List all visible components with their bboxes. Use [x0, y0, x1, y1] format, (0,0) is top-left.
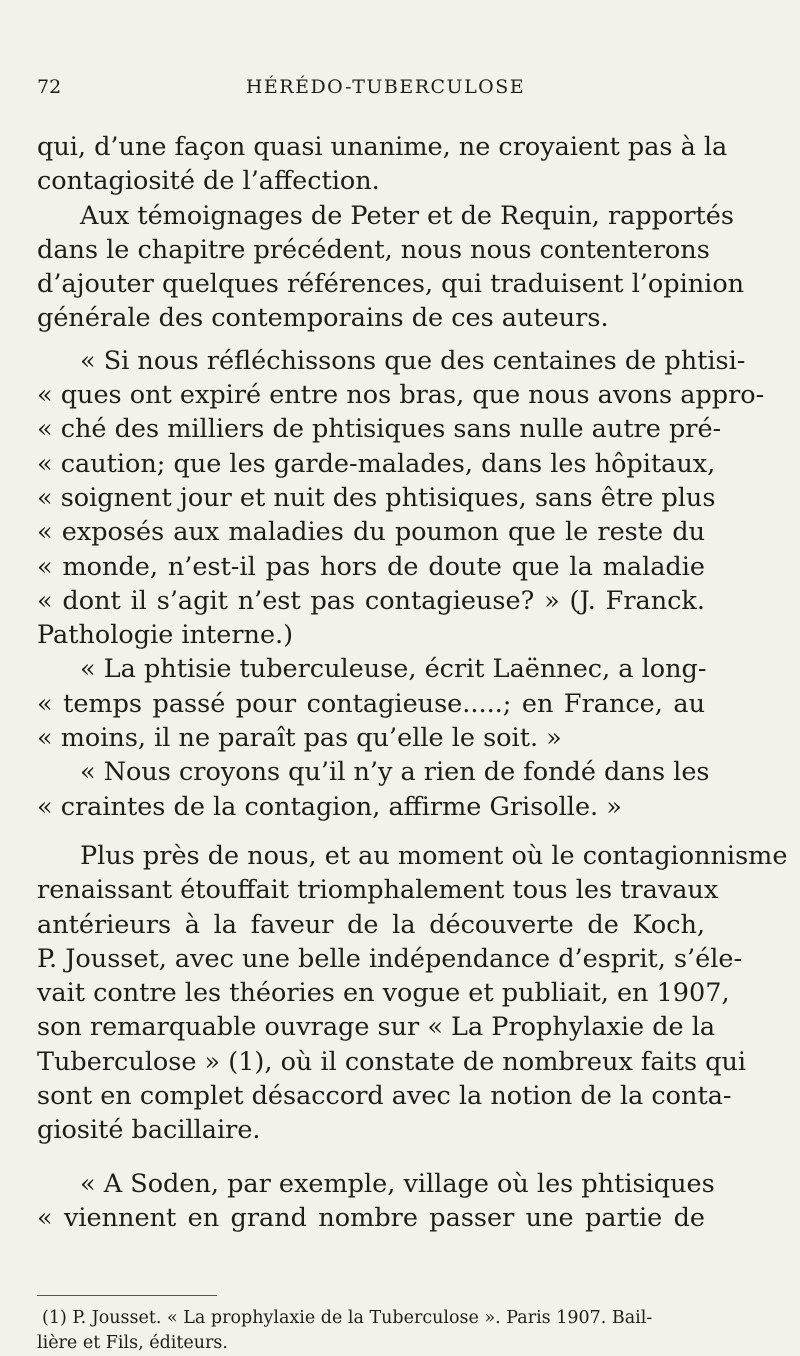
page-header	[37, 76, 704, 106]
quote-line: « Nous croyons qu’il n’y a rien de fondé dans les	[80, 757, 710, 788]
footnote-line: lière et Fils, éditeurs.	[37, 1333, 228, 1353]
running-title: HÉRÉDO-TUBERCULOSE	[245, 76, 526, 98]
quote-line: « craintes de la contagion, affirme Grisolle. »	[37, 791, 622, 822]
quote-line: « soignent jour et nuit des phtisiques, sans être plus	[37, 482, 716, 513]
quote-line: « La phtisie tuberculeuse, écrit Laënnec, a long-	[80, 654, 707, 685]
text-line: P. Jousset, avec une belle indépendance d’esprit, s’éle-	[37, 943, 743, 974]
text-line: sont en complet désaccord avec la notion de la conta-	[37, 1081, 732, 1112]
text-line: générale des contemporains de ces auteurs.	[37, 303, 609, 334]
text-line: renaissant étouffait triomphalement tous les travaux	[37, 875, 719, 906]
text-line: son remarquable ouvrage sur « La Prophylaxie de la	[37, 1012, 716, 1043]
quote-line: « caution; que les garde-malades, dans les hôpitaux,	[37, 448, 716, 479]
text-line: Aux témoignages de Peter et de Requin, rapportés	[80, 200, 734, 231]
text-line: giosité bacillaire.	[37, 1115, 261, 1146]
text-line: qui, d’une façon quasi unanime, ne croyaient pas à la	[37, 132, 728, 162]
quote-line: « monde, n’est-il pas hors de doute que la maladie	[37, 551, 705, 582]
text-line: antérieurs à la faveur de la découverte de Koch,	[37, 909, 705, 940]
quote-line: « ché des milliers de phtisiques sans nulle autre pré-	[37, 414, 722, 445]
quote-line: « moins, il ne paraît pas qu’elle le soit. »	[37, 723, 562, 754]
footnote-line: (1) P. Jousset. « La prophylaxie de la Tuberculose ». Paris 1907. Bail-	[42, 1308, 653, 1328]
text-line: Plus près de nous, et au moment où le contagionnisme	[80, 840, 788, 871]
text-line: contagiosité de l’affection.	[37, 166, 380, 197]
quote-line: « viennent en grand nombre passer une partie de	[37, 1202, 705, 1233]
quote-line: « ques ont expiré entre nos bras, que nous avons appro-	[37, 380, 765, 411]
body-text	[37, 130, 788, 1235]
quote-line: « temps passé pour contagieuse.....; en France, au	[37, 688, 705, 719]
quote-line: Pathologie interne.)	[37, 620, 294, 651]
footnote-rule	[37, 1295, 217, 1296]
quote-line: « Si nous réfléchissons que des centaines de phtisi-	[80, 345, 746, 376]
page-number: 72	[37, 76, 62, 98]
text-line: dans le chapitre précédent, nous nous contenterons	[37, 234, 710, 265]
text-line: vait contre les théories en vogue et publiait, en 1907,	[37, 978, 730, 1009]
quote-line: « dont il s’agit n’est pas contagieuse? » (J. Franck.	[37, 585, 705, 616]
text-line: d’ajouter quelques références, qui traduisent l’opinion	[37, 269, 745, 300]
text-line: Tuberculose » (1), où il constate de nombreux faits qui	[37, 1046, 747, 1077]
quote-line: « exposés aux maladies du poumon que le reste du	[37, 517, 705, 548]
quote-line: « A Soden, par exemple, village où les phtisiques	[80, 1168, 715, 1199]
